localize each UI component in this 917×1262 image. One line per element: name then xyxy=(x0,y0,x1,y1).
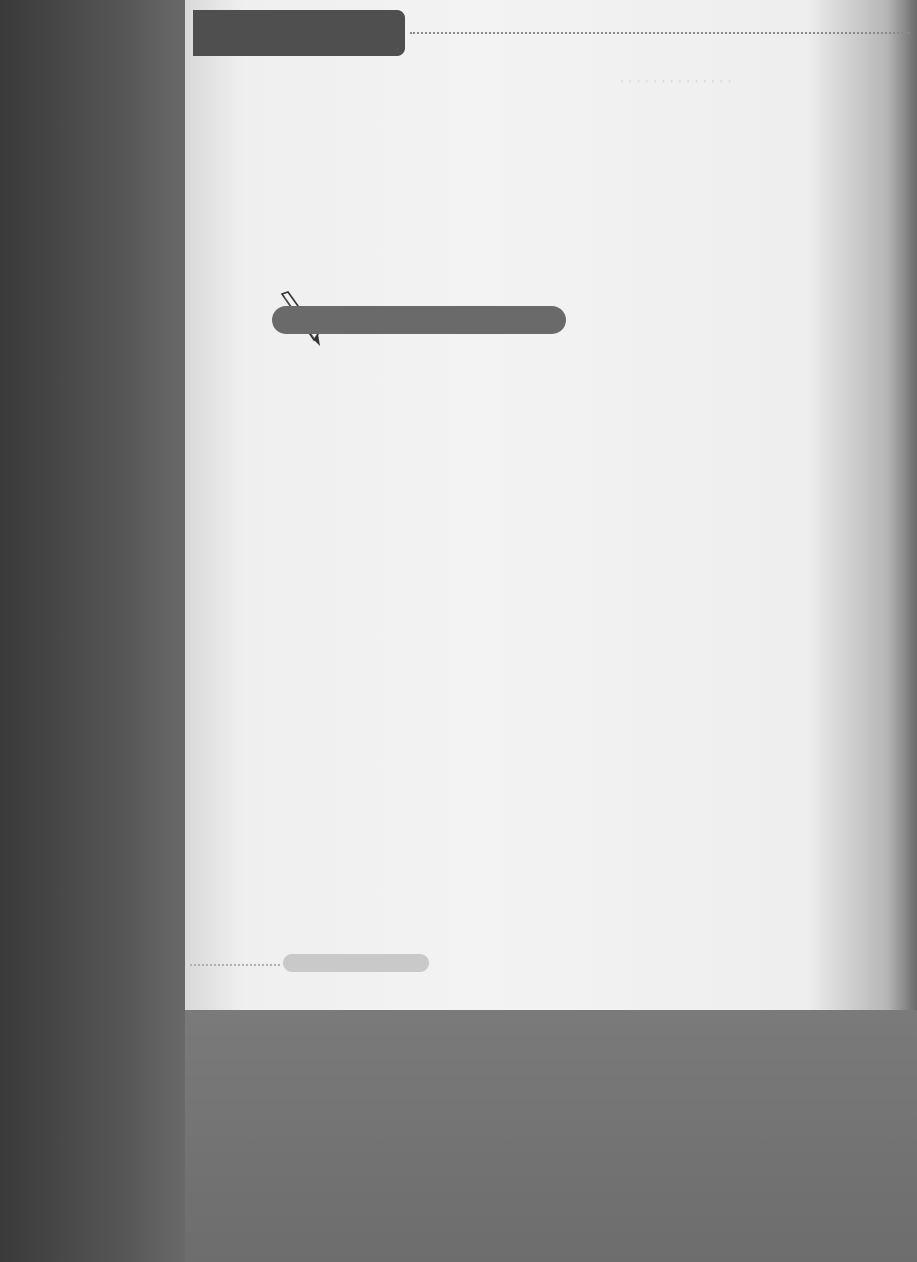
header-divider xyxy=(410,32,910,34)
grammar-exercises-banner xyxy=(272,306,566,334)
book-page xyxy=(185,0,917,1010)
footer-tab xyxy=(283,954,429,972)
page-header xyxy=(193,10,405,56)
footer-divider xyxy=(190,964,280,966)
scan-background xyxy=(185,1010,917,1262)
scan-shadow-left xyxy=(0,0,200,1262)
bleed-through-text: · · · · · · · · · · · · · · xyxy=(620,75,732,90)
